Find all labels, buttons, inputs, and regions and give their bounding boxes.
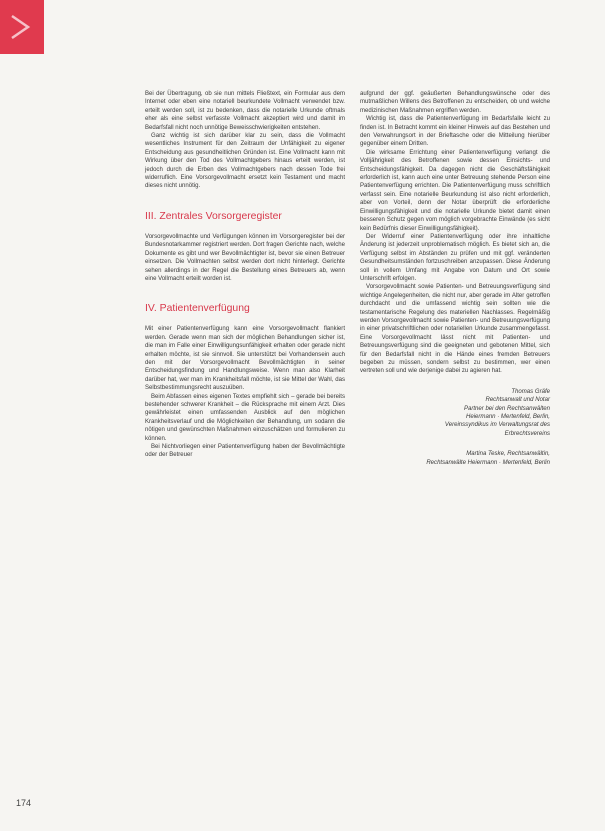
author-affiliation: Partner bei den Rechtsanwälten bbox=[463, 405, 550, 412]
logo-icon bbox=[10, 14, 32, 40]
author-affiliation: Rechtsanwälte Heiermann · Mertenfeld, Berlin bbox=[426, 459, 550, 466]
paragraph: Der Widerruf einer Patientenverfügung oder ihre inhaltliche Änderung ist jederzeit unproblematisch möglich. Es bietet sich an, die Verfügung selbst im Abständen zu prüfen und mit ggf. veränderten Gesundheitsumständen fortzuschreiben anzupassen. Diese Änderung soll in vollem Umfang mit Angabe von Datum und Ort sowie Unterschrift erfolgen. bbox=[360, 233, 550, 282]
paragraph: Wichtig ist, dass die Patientenverfügung im Bedarfsfalle leicht zu finden ist. In Betracht kommt ein kleiner Hinweis auf das Bestehen und den Verwahrungsort in der Brieftasche oder die Mitteilung hierüber gegenüber einem Dritten. bbox=[360, 116, 550, 148]
author-title: Rechtsanwalt und Notar bbox=[485, 397, 550, 404]
corner-logo-mark bbox=[0, 0, 44, 54]
paragraph: Bei Nichtvorliegen einer Patientenverfügung haben der Bevollmächtigte oder der Betreuer bbox=[145, 444, 345, 459]
paragraph: Bei der Übertragung, ob sie nun mittels Fließtext, ein Formular aus dem Internet oder eben eine notariell beurkundete Vollmacht verwendet bzw. erteilt werden soll, ist zu bedenken, dass die notarielle Urkunde oftmals eher als eine selbst verfasste Vollmacht akzeptiert wird und damit im Bedarfsfall nicht noch unnötige Beweisschwierigkeiten entstehen. bbox=[145, 91, 345, 131]
paragraph: Vorsorgevollmacht sowie Patienten- und Betreuungsverfügung sind wichtige Angelegenheiten, die nicht nur, aber gerade im Alter getroffen durchdacht und die umfassend wichtig sein sollten wie die testamentarische Regelung des materiellen Nachlasses. Regelmäßig werden Vorsorgevollmacht sowie Patienten- und Betreuungsverfügung in einer privatschriftlichen oder notariellen Urkunde zusammengefasst. Eine Vorsorgevollmacht lässt nicht mit Patienten- und Betreuungsverfügung sind die geeigneten und gebotenen Mittel, sich für den Bedarfsfall nicht in die Hände eines fremden Betreuers begeben zu müssen, sondern selbst zu bestimmen, wer einen vertreten soll und wie derjenige dabei zu agieren hat. bbox=[360, 284, 550, 375]
paragraph: Vorsorgevollmachte und Verfügungen können im Vorsorgeregister bei der Bundesnotarkammer registriert werden. Dort fragen Gerichte nach, welche Dokumente es gibt und wer Bevollmächtigter ist, bevor sie einen Betreuer einsetzen. Die Vollmachten selbst werden dort nicht hinterlegt. Gerichte sehen allerdings in der Regel die Bestellung eines Betreuers ab, wenn eine Vollmacht erteilt worden ist. bbox=[145, 233, 345, 282]
author-affiliation: Vereinssyndikus im Verwaltungsrat des bbox=[444, 422, 550, 429]
author-affiliation: Heiermann · Mertenfeld, Berlin, bbox=[465, 414, 550, 421]
paragraph: Beim Abfassen eines eigenen Textes empfiehlt sich – gerade bei bereits bestehender schwerer Krankheit – die Rücksprache mit einem Arzt. Dies gewährleistet einen umfassenden Ausblick auf den möglichen Krankheitsverlauf und die Möglichkeiten der Behandlung, um sodann die nötigen und gewünschten Maßnahmen einzuschätzen und formulieren zu können. bbox=[145, 393, 345, 442]
author-signature-1 bbox=[360, 388, 550, 438]
author-name: Martina Teske, Rechtsanwältin, bbox=[466, 451, 550, 458]
section-heading-vorsorgeregister: III. Zentrales Vorsorgeregister bbox=[145, 210, 282, 222]
paragraph: Mit einer Patientenverfügung kann eine Vorsorgevollmacht flankiert werden. Gerade wenn man sich der möglichen Behandlungen sicher ist, die man im Falle einer Einwilligungsunfähigkeit erhalten oder gerade nicht erhalten möchte, ist sie sinnvoll. Sie unterstützt bei Vorhandensein auch den mit der Vorsorgevollmacht Bevollmächtigten in seiner Entscheidungsfindung und Handlungsweise. Wenn man also Klarheit darüber hat, wer man im Krankheitsfall möchte, ist sie Mittel der Wahl, das Selbstbestimmungsrecht auszuüben. bbox=[145, 326, 345, 392]
right-column bbox=[360, 90, 550, 467]
author-name: Thomas Gräfe bbox=[511, 388, 550, 395]
paragraph: aufgrund der ggf. geäußerten Behandlungswünsche oder des mutmaßlichen Willens des Betroffenen zu entscheiden, ob und welche medizinischen Maßnahmen ergriffen werden. bbox=[360, 91, 550, 114]
section-heading-patientenverfuegung: IV. Patientenverfügung bbox=[145, 303, 250, 315]
paragraph: Die wirksame Errichtung einer Patientenverfügung verlangt die Volljährigkeit des Betroffenen sowie dessen Einsichts- und Entscheidungsfähigkeit. Da dagegen nicht die Geschäftsfähigkeit erforderlich ist, kann auch eine unter Betreuung stehende Person eine Patientenverfügung errichten. Die Patientenverfügung muss schriftlich verfasst sein. Eine notarielle Beurkundung ist also nicht erforderlich, aber von Vorteil, denn der Notar überprüft die erforderliche Einwilligungsfähigkeit und die notarielle Urkunde bietet damit einen besseren Schutz gegen vom möglich vorgebrachte Einwände (es sicht kein Bedürfnis dieser Einwilligungsfähigkeit). bbox=[360, 149, 550, 232]
author-affiliation: Erbrechtsvereins bbox=[504, 430, 550, 437]
author-signature-2 bbox=[360, 450, 550, 467]
page-number: 174 bbox=[16, 798, 32, 808]
paragraph: Ganz wichtig ist sich darüber klar zu sein, dass die Vollmacht wesentliches Instrument für den Zeitraum der Unfähigkeit zu eigener Entscheidung aus gesundheitlichen Gründen ist. Eine Vollmacht kann mit Wirkung über den Tod des Vollmachtgebers hinaus erteilt werden, ist jedoch durch die Erben des Vollmachtgebers nach dessen Tode frei widerruflich. Eine Vorsorgevollmacht ersetzt kein Testament und macht dieses nicht unnötig. bbox=[145, 133, 345, 190]
left-column bbox=[145, 90, 345, 460]
